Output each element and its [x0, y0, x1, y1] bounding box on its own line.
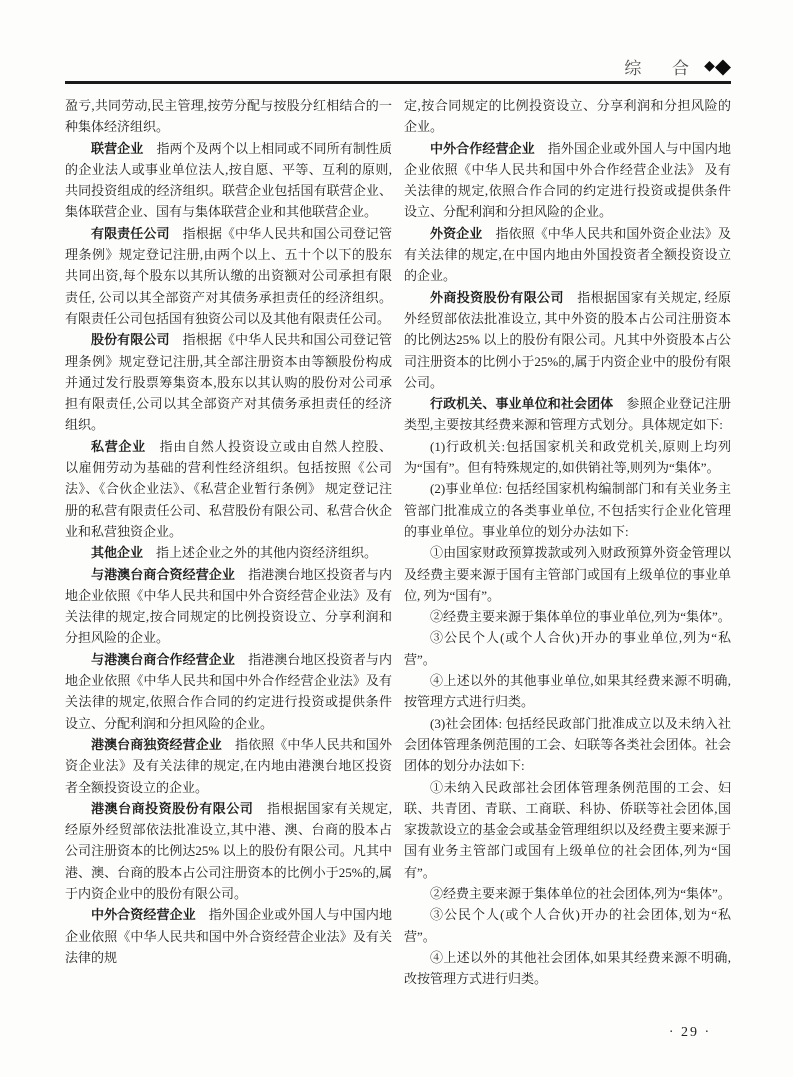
glossary-entry: 外资企业 指依照《中华人民共和国外资企业法》及有关法律的规定,在中国内地由外国投资者全额投资设立的企业。 [404, 225, 731, 284]
glossary-term: 其他企业 [91, 545, 144, 561]
glossary-entry: 外商投资股份有限公司 指根据国家有关规定, 经原外经贸部依法批准设立, 其中外资的股本占公司注册资本的比例达25% 以上的股份有限公司。凡其中外资股本占公司注册资本的比例小于25%的,属于内资企业中的股份有限公司。 [404, 289, 731, 390]
glossary-term: 私营企业 [91, 438, 146, 454]
diamond-icon: ◆ [704, 59, 715, 74]
glossary-term: 联营企业 [91, 140, 144, 156]
glossary-entry: 其他企业 指上述企业之外的其他内资经济组织。 [91, 545, 378, 561]
glossary-term: 港澳台商投资股份有限公司 [91, 800, 254, 816]
page-header [65, 54, 731, 79]
glossary-entry: 中外合作经营企业 指外国企业或外国人与中国内地企业依照《中华人民共和国中外合作经营企业法》 及有关法律的规定,依照合作合同的约定进行投资或提供条件设立、分配利润和分担风险的企业。 [404, 140, 731, 220]
paragraph: 定,按合同规定的比例投资设立、分享利润和分担风险的企业。 [404, 98, 731, 135]
glossary-entry: 港澳台商投资股份有限公司 指根据国家有关规定, 经原外经贸部依法批准设立,其中港、澳、台商的股本占公司注册资本的比例达25% 以上的股份有限公司。凡其中港、澳、台商的股本占公司注册资本的比例小于25%的,属于内资企业中的股份有限公司。 [65, 800, 392, 901]
section-title: 综 合 [624, 59, 703, 78]
glossary-term: 外资企业 [430, 225, 483, 241]
glossary-term: 与港澳台商合作经营企业 [91, 651, 235, 667]
glossary-entry: 股份有限公司 指根据《中华人民共和国公司登记管理条例》规定登记注册,其全部注册资本由等额股份构成并通过发行股票筹集资本,股东以其认购的股份对公司承担有限责任,公司以其全部资产对其债务承担责任的经济组织。 [65, 332, 392, 433]
glossary-term: 中外合作经营企业 [430, 140, 535, 156]
glossary-term: 与港澳台商合资经营企业 [91, 566, 235, 582]
paragraph: ②经费主要来源于集体单位的社会团体,列为“集体”。 [430, 885, 731, 901]
paragraph: (2)事业单位: 包括经国家机构编制部门和有关业务主管部门批准成立的各类事业单位, 不包括实行企业化管理的事业单位。事业单位的划分办法如下: [404, 481, 731, 539]
glossary-entry: 港澳台商独资经营企业 指依照《中华人民共和国外资企业法》及有关法律的规定,在内地由港澳台地区投资者全额投资设立的企业。 [65, 736, 392, 795]
paragraph: ①由国家财政预算拨款或列入财政预算外资金管理以及经费主要来源于国有主管部门或国有上级单位的事业单位, 列为“国有”。 [404, 545, 731, 603]
glossary-entry: 行政机关、事业单位和社会团体 参照企业登记注册类型,主要按其经费来源和管理方式划分。具体规定如下: [404, 396, 731, 433]
page-number: · 29 · [668, 1025, 712, 1040]
paragraph: ③公民个人(或个人合伙)开办的事业单位,列为“私营”。 [404, 630, 731, 667]
left-column [65, 95, 392, 968]
glossary-entry: 联营企业 指两个及两个以上相同或不同所有制性质的企业法人或事业单位法人,按自愿、平等、互利的原则,共同投资组成的经济组织。联营企业包括国有联营企业、集体联营企业、国有与集体联营企业和其他联营企业。 [65, 140, 392, 220]
header-rule [65, 81, 731, 84]
glossary-term: 中外合资经营企业 [91, 907, 196, 923]
paragraph: (3)社会团体: 包括经民政部门批准成立以及未纳入社会团体管理条例范围的工会、妇联等各类社会团体。社会团体的划分办法如下: [404, 715, 731, 774]
glossary-term: 行政机关、事业单位和社会团体 [430, 396, 614, 412]
paragraph: 盈亏,共同劳动,民主管理,按劳分配与按股分红相结合的一种集体经济组织。 [65, 98, 392, 135]
glossary-entry: 私营企业 指由自然人投资设立或由自然人控股、 以雇佣劳动为基础的营利性经济组织。包括按照《公司法》、《合伙企业法》、《私营企业暂行条例》 规定登记注册的私营有限责任公司、私营股份有限公司、私营合伙企业和私营独资企业。 [65, 438, 392, 539]
paragraph: ①未纳入民政部社会团体管理条例范围的工会、妇联、共青团、青联、工商联、科协、侨联等社会团体,国家拨款设立的基金会或基金管理组织以及经费主要来源于国有业务主管部门或国有上级单位的社会团体,列为“国有”。 [404, 779, 731, 880]
paragraph: ④上述以外的其他事业单位,如果其经费来源不明确,按管理方式进行归类。 [404, 673, 731, 710]
glossary-entry: 有限责任公司 指根据《中华人民共和国公司登记管理条例》规定登记注册,由两个以上、五十个以下的股东共同出资,每个股东以其所认缴的出资额对公司承担有限责任, 公司以其全部资产对其债务承担责任的经济组织。有限责任公司包括国有独资公司以及其他有限责任公司。 [65, 225, 392, 326]
glossary-entry: 中外合资经营企业 指外国企业或外国人与中国内地企业依照《中华人民共和国中外合资经营企业法》及有关法律的规 [65, 907, 392, 965]
glossary-entry: 与港澳台商合作经营企业 指港澳台地区投资者与内地企业依照《中华人民共和国中外合作经营企业法》及有关法律的规定,依照合作合同的约定进行投资或提供条件设立、分配利润和分担风险的企业。 [65, 651, 392, 731]
glossary-term: 港澳台商独资经营企业 [91, 736, 222, 752]
paragraph: ②经费主要来源于集体单位的事业单位,列为“集体”。 [430, 609, 731, 625]
glossary-term: 有限责任公司 [91, 225, 170, 241]
glossary-term: 外商投资股份有限公司 [430, 289, 564, 305]
glossary-term: 股份有限公司 [91, 332, 170, 348]
paragraph: ④上述以外的其他社会团体,如果其经费来源不明确,改按管理方式进行归类。 [404, 949, 731, 987]
diamond-icon: ◆ [714, 54, 731, 78]
paragraph: (1)行政机关:包括国家机关和政党机关,原则上均列为“国有”。但有特殊规定的,如供销社等,则列为“集体”。 [404, 438, 731, 476]
right-column [404, 95, 731, 989]
paragraph: ③公民个人(或个人合伙)开办的社会团体,划为“私营”。 [404, 907, 731, 944]
glossary-entry: 与港澳台商合资经营企业 指港澳台地区投资者与内地企业依照《中华人民共和国中外合资经营企业法》及有关法律的规定,按合同规定的比例投资设立、分享利润和分担风险的企业。 [65, 566, 392, 646]
